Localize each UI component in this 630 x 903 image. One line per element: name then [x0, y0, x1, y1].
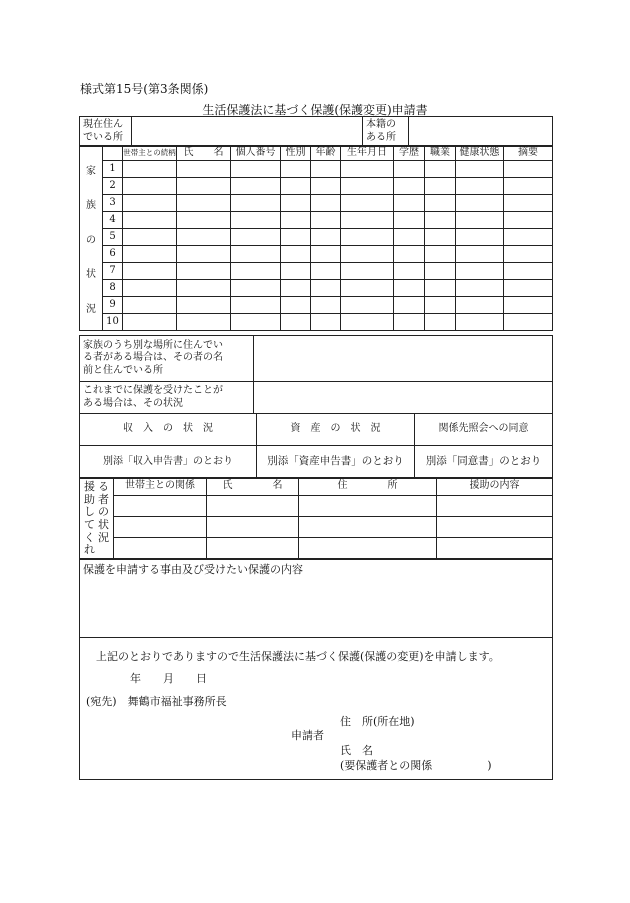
applicant-label: 申請者: [291, 729, 324, 742]
family-cell[interactable]: [177, 178, 231, 195]
helpers-col-relation: 世帯主との関係: [114, 478, 207, 496]
declaration-date: 年 月 日: [130, 672, 207, 685]
family-cell[interactable]: [123, 297, 177, 314]
row-number: 1: [103, 161, 123, 178]
family-cell[interactable]: [456, 297, 504, 314]
family-cell[interactable]: [311, 195, 341, 212]
consent-value: 別添「同意書」のとおり: [415, 446, 553, 479]
family-cell[interactable]: [311, 212, 341, 229]
assets-header: 資 産 の 状 況: [257, 414, 415, 446]
reason-field[interactable]: [80, 560, 553, 638]
row-number: 3: [103, 195, 123, 212]
family-cell[interactable]: [281, 212, 311, 229]
document-title: 生活保護法に基づく保護(保護変更)申請書: [202, 103, 428, 117]
family-cell[interactable]: [311, 161, 341, 178]
family-cell[interactable]: [425, 178, 456, 195]
family-cell[interactable]: [231, 246, 281, 263]
family-col-occupation: 職業: [425, 146, 456, 161]
family-cell[interactable]: [123, 314, 177, 331]
current-address-label: 現在住ん でいる所: [80, 117, 132, 147]
family-col-age: 年齢: [311, 146, 341, 161]
family-cell[interactable]: [231, 229, 281, 246]
consent-header: 関係先照会への同意: [415, 414, 553, 446]
family-cell[interactable]: [123, 263, 177, 280]
family-cell[interactable]: [231, 263, 281, 280]
helpers-col-name: 氏 名: [207, 478, 299, 496]
helpers-cell[interactable]: [114, 538, 207, 559]
family-cell[interactable]: [231, 212, 281, 229]
family-cell[interactable]: [504, 280, 553, 297]
family-cell[interactable]: [456, 314, 504, 331]
family-cell[interactable]: [231, 178, 281, 195]
separate-residence-field[interactable]: [254, 336, 553, 382]
family-cell[interactable]: [311, 178, 341, 195]
honseki-label: 本籍の ある所: [363, 117, 409, 147]
family-cell[interactable]: [311, 280, 341, 297]
honseki-field[interactable]: [409, 117, 553, 147]
income-value: 別添「収入申告書」のとおり: [80, 446, 257, 479]
family-cell[interactable]: [281, 297, 311, 314]
assets-value: 別添「資産申告書」のとおり: [257, 446, 415, 479]
family-cell[interactable]: [394, 229, 425, 246]
helpers-side-label: 援 助 し て く れ る 者 の 状 況: [80, 478, 114, 559]
family-col-my-number: 個人番号: [231, 146, 281, 161]
family-cell[interactable]: [123, 178, 177, 195]
family-cell[interactable]: [504, 297, 553, 314]
family-cell[interactable]: [341, 280, 394, 297]
family-cell[interactable]: [456, 161, 504, 178]
family-cell[interactable]: [231, 314, 281, 331]
family-col-health: 健康状態: [456, 146, 504, 161]
address-label: 住 所(所在地): [340, 715, 415, 728]
family-cell[interactable]: [311, 229, 341, 246]
row-number: 9: [103, 297, 123, 314]
family-cell[interactable]: [123, 246, 177, 263]
family-cell[interactable]: [394, 314, 425, 331]
family-cell[interactable]: [456, 263, 504, 280]
family-cell[interactable]: [123, 195, 177, 212]
helpers-cell[interactable]: [114, 496, 207, 517]
family-cell[interactable]: [177, 195, 231, 212]
family-cell[interactable]: [341, 212, 394, 229]
family-cell[interactable]: [311, 263, 341, 280]
family-side-label: 家 族 の 状 況: [80, 146, 103, 331]
family-cell[interactable]: [394, 178, 425, 195]
family-cell[interactable]: [394, 280, 425, 297]
family-col-blank: [103, 146, 123, 161]
family-cell[interactable]: [281, 161, 311, 178]
past-protection-label: これまでに保護を受けたことが ある場合は、その状況: [80, 382, 254, 414]
helpers-cell[interactable]: [299, 517, 437, 538]
family-cell[interactable]: [394, 212, 425, 229]
family-cell[interactable]: [394, 195, 425, 212]
family-cell[interactable]: [504, 314, 553, 331]
family-cell[interactable]: [341, 314, 394, 331]
family-cell[interactable]: [177, 161, 231, 178]
declaration-addressee: (宛先) 舞鶴市福祉事務所長: [86, 695, 227, 708]
separate-residence-label: 家族のうち別な場所に住んでい る者がある場合は、その者の名 前と住んでいる所: [80, 336, 254, 382]
family-cell[interactable]: [425, 314, 456, 331]
family-cell[interactable]: [341, 246, 394, 263]
current-address-field[interactable]: [132, 117, 363, 147]
family-cell[interactable]: [504, 263, 553, 280]
row-number: 2: [103, 178, 123, 195]
family-cell[interactable]: [504, 246, 553, 263]
family-cell[interactable]: [123, 212, 177, 229]
relation-label: (要保護者との関係 ): [340, 759, 492, 772]
family-cell[interactable]: [394, 297, 425, 314]
family-cell[interactable]: [504, 195, 553, 212]
family-cell[interactable]: [504, 212, 553, 229]
row-number: 4: [103, 212, 123, 229]
family-cell[interactable]: [177, 212, 231, 229]
family-cell[interactable]: [281, 229, 311, 246]
family-cell[interactable]: [425, 246, 456, 263]
family-cell[interactable]: [394, 161, 425, 178]
family-cell[interactable]: [123, 229, 177, 246]
family-cell[interactable]: [425, 280, 456, 297]
family-cell[interactable]: [425, 263, 456, 280]
row-number: 5: [103, 229, 123, 246]
family-cell[interactable]: [425, 297, 456, 314]
family-cell[interactable]: [177, 314, 231, 331]
family-cell[interactable]: [341, 263, 394, 280]
family-cell[interactable]: [311, 297, 341, 314]
family-cell[interactable]: [231, 161, 281, 178]
family-cell[interactable]: [311, 246, 341, 263]
helpers-cell[interactable]: [207, 517, 299, 538]
family-cell[interactable]: [231, 280, 281, 297]
history-table: [79, 335, 553, 414]
helpers-cell[interactable]: [207, 496, 299, 517]
helpers-cell[interactable]: [299, 496, 437, 517]
family-cell[interactable]: [177, 229, 231, 246]
family-cell[interactable]: [281, 246, 311, 263]
family-col-remarks: 摘要: [504, 146, 553, 161]
family-cell[interactable]: [425, 212, 456, 229]
family-table: [79, 145, 553, 331]
family-col-birthdate: 生年月日: [341, 146, 394, 161]
helpers-cell[interactable]: [437, 496, 553, 517]
family-cell[interactable]: [456, 212, 504, 229]
family-cell[interactable]: [177, 246, 231, 263]
form-number: 様式第15号(第3条関係): [80, 82, 209, 96]
family-cell[interactable]: [123, 161, 177, 178]
family-cell[interactable]: [425, 161, 456, 178]
family-cell[interactable]: [456, 229, 504, 246]
family-cell[interactable]: [504, 178, 553, 195]
family-cell[interactable]: [456, 195, 504, 212]
family-col-name: 氏 名: [177, 146, 231, 161]
family-cell[interactable]: [281, 178, 311, 195]
family-cell[interactable]: [177, 263, 231, 280]
family-cell[interactable]: [394, 246, 425, 263]
family-cell[interactable]: [341, 161, 394, 178]
family-cell[interactable]: [311, 314, 341, 331]
row-number: 8: [103, 280, 123, 297]
income-header: 収 入 の 状 況: [80, 414, 257, 446]
family-col-education: 学歴: [394, 146, 425, 161]
reason-label: 保護を申請する事由及び受けたい保護の内容: [83, 563, 303, 576]
helpers-cell[interactable]: [299, 538, 437, 559]
family-cell[interactable]: [231, 195, 281, 212]
declaration-statement: 上記のとおりでありますので生活保護法に基づく保護(保護の変更)を申請します。: [96, 650, 500, 663]
family-cell[interactable]: [394, 263, 425, 280]
family-cell[interactable]: [456, 280, 504, 297]
family-cell[interactable]: [425, 229, 456, 246]
helpers-cell[interactable]: [437, 538, 553, 559]
name-label: 氏 名: [340, 744, 373, 757]
family-cell[interactable]: [341, 178, 394, 195]
family-cell[interactable]: [341, 195, 394, 212]
helpers-cell[interactable]: [207, 538, 299, 559]
family-col-relation: 世帯主との続柄: [123, 146, 177, 161]
row-number: 6: [103, 246, 123, 263]
status-table: [79, 413, 553, 479]
helpers-cell[interactable]: [437, 517, 553, 538]
family-col-sex: 性別: [281, 146, 311, 161]
family-cell[interactable]: [456, 178, 504, 195]
family-cell[interactable]: [177, 280, 231, 297]
helpers-cell[interactable]: [114, 517, 207, 538]
helpers-col-content: 援助の内容: [437, 478, 553, 496]
family-cell[interactable]: [123, 280, 177, 297]
helpers-table: [79, 477, 553, 559]
helpers-col-address: 住 所: [299, 478, 437, 496]
family-cell[interactable]: [341, 297, 394, 314]
row-number: 7: [103, 263, 123, 280]
family-cell[interactable]: [504, 229, 553, 246]
address-table: [79, 116, 553, 147]
family-cell[interactable]: [341, 229, 394, 246]
past-protection-field[interactable]: [254, 382, 553, 414]
family-cell[interactable]: [425, 195, 456, 212]
family-cell[interactable]: [456, 246, 504, 263]
family-cell[interactable]: [231, 297, 281, 314]
family-cell[interactable]: [281, 195, 311, 212]
family-cell[interactable]: [281, 263, 311, 280]
family-cell[interactable]: [504, 161, 553, 178]
family-cell[interactable]: [281, 314, 311, 331]
row-number: 10: [103, 314, 123, 331]
family-cell[interactable]: [177, 297, 231, 314]
family-cell[interactable]: [281, 280, 311, 297]
